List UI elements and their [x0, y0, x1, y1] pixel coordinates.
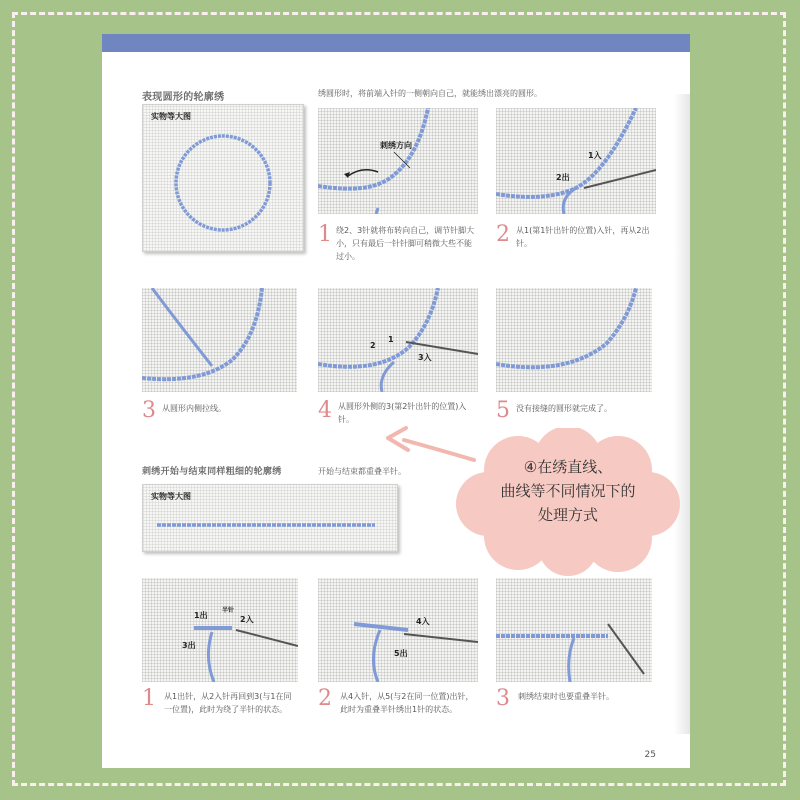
section-title-circle: 表现圆形的轮廓绣: [142, 92, 225, 103]
callout-line2: 曲线等不同情况下的: [500, 482, 636, 500]
photo-step1: [318, 108, 478, 214]
section-note-line: 开始与结束都重叠半针。: [318, 467, 406, 476]
step-number: 1: [318, 222, 332, 247]
book-page: [102, 34, 690, 768]
svg-text:1出: 1出: [194, 611, 208, 620]
section-title-line: 刺绣开始与结束同样粗细的轮廓绣: [142, 467, 282, 477]
photo-step3: [142, 288, 297, 392]
svg-text:2入: 2入: [240, 615, 254, 624]
step-number: 4: [318, 398, 332, 423]
sample-line: [142, 484, 398, 552]
svg-text:3出: 3出: [182, 641, 196, 650]
photo-line-step1: [142, 578, 298, 682]
sample-label: 实物等大图: [151, 112, 191, 121]
header-bar: [102, 34, 690, 52]
sample-label: 实物等大图: [151, 492, 191, 501]
label-1in: 1入: [588, 151, 602, 160]
circle-stitch: [176, 136, 270, 230]
step-number: 2: [318, 686, 332, 711]
svg-text:2: 2: [370, 341, 376, 350]
step-caption: 从圆形内侧拉线。: [162, 404, 226, 413]
sample-circle: [142, 104, 304, 252]
photo-line-step3: [496, 578, 652, 682]
photo-step2: [496, 108, 656, 214]
callout-line1: ④在绣直线、: [523, 458, 613, 476]
section-note-circle: 绣圆形时，将前端入针的一侧朝向自己，就能绣出漂亮的圆形。: [318, 89, 542, 98]
callout-line3: 处理方式: [537, 506, 598, 524]
step-number: 3: [496, 686, 510, 711]
svg-text:3入: 3入: [418, 353, 432, 362]
step-number: 2: [496, 222, 510, 247]
step-number: 3: [142, 398, 156, 423]
step-caption: 从1出针，从2入针再回到3(与1在同一位置)，此时为绕了半针的状态。: [164, 692, 292, 714]
step-caption: 绕2、3针就将布转向自己，调节针脚大小，只有最后一针针脚可稍微大些不能过小。: [336, 226, 475, 261]
step-caption: 从4入针，从5(与2在同一位置)出针，此时为重叠半针绣出1针的状态。: [340, 692, 474, 714]
step-caption: 从圆形外侧的3(第2针出针的位置)入针。: [338, 402, 467, 424]
callout-text: [448, 455, 688, 527]
label-2out: 2出: [556, 173, 570, 182]
callout-cloud: [448, 428, 688, 576]
svg-text:半针: 半针: [222, 607, 235, 614]
photo-step4: [318, 288, 478, 392]
page-edge-shadow: [674, 94, 690, 734]
photo-step5: [496, 288, 652, 392]
photo-line-step2: [318, 578, 478, 682]
label-direction: 刺绣方向: [380, 141, 412, 150]
svg-text:5出: 5出: [394, 649, 408, 658]
step-caption: 从1(第1针出针的位置)入针，再从2出针。: [516, 226, 650, 248]
step-caption: 没有接缝的圆形就完成了。: [516, 404, 612, 413]
svg-text:1: 1: [388, 335, 394, 344]
page-number: 25: [644, 750, 656, 760]
step-caption: 刺绣结束时也要重叠半针。: [518, 692, 614, 701]
step-number: 5: [496, 398, 510, 423]
svg-text:4入: 4入: [416, 617, 430, 626]
step-number: 1: [142, 686, 156, 711]
